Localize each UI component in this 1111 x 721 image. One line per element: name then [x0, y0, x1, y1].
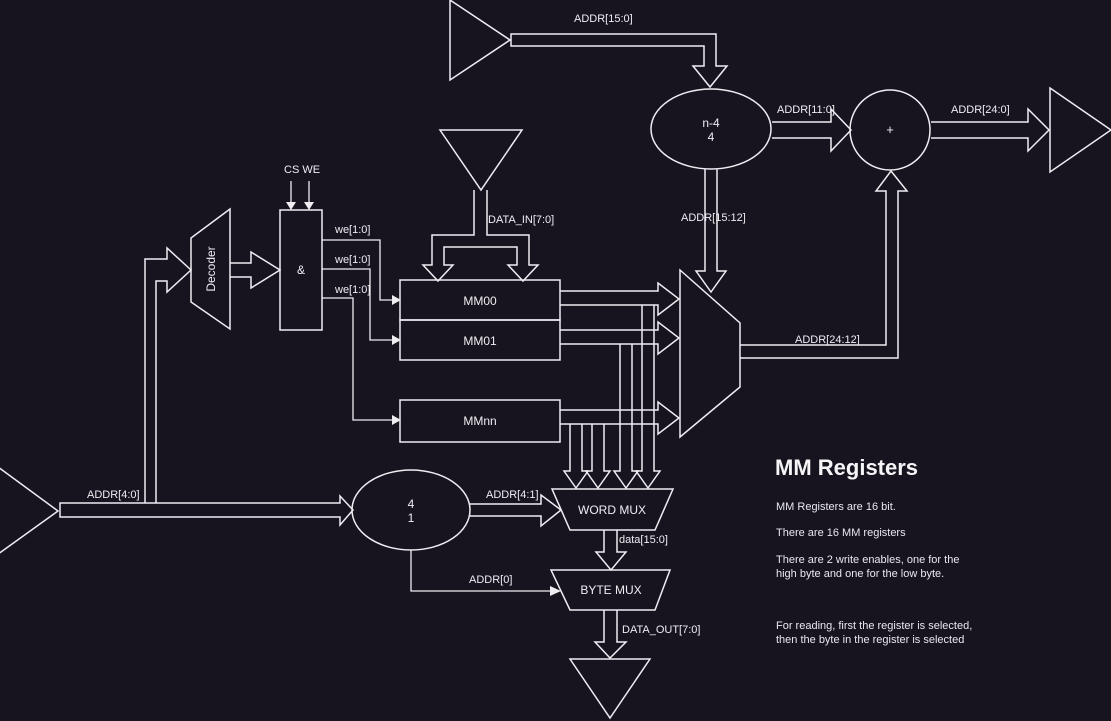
label-word-mux: WORD MUX	[578, 503, 646, 517]
bus-word-in-3	[614, 344, 638, 488]
notes-p3-line2: high byte and one for the low byte.	[776, 568, 945, 580]
notes-p1: MM Registers are 16 bit.	[776, 501, 896, 513]
buffer-triangle-data-out	[570, 659, 650, 718]
label-we-3: we[1:0]	[335, 284, 371, 296]
arrowhead-we	[304, 202, 314, 210]
label-n-minus-4-line1: n-4	[702, 116, 720, 130]
notes-p3	[776, 553, 959, 581]
node-address-mux	[680, 270, 740, 437]
label-byte-mux: BYTE MUX	[580, 583, 642, 597]
label-we-2: we[1:0]	[335, 254, 371, 266]
buffer-triangle-addr-input	[450, 0, 510, 80]
bus-addr-15-12	[696, 169, 726, 292]
label-data-out: DATA_OUT[7:0]	[622, 624, 701, 636]
notes-p2: There are 16 MM registers	[776, 527, 906, 539]
notes-p4-line1: For reading, first the register is selected,	[776, 620, 973, 632]
bus-data-in	[423, 190, 538, 281]
label-addr-24-0: ADDR[24:0]	[951, 104, 1010, 116]
notes-p4-line2: then the byte in the register is selected	[776, 634, 965, 646]
label-plus: +	[886, 122, 894, 137]
label-addr-11-0: ADDR[11:0]	[777, 104, 835, 116]
label-addr-15-0: ADDR[15:0]	[574, 13, 633, 25]
buffer-triangle-addr-4-0	[0, 464, 58, 557]
label-addr-24-12: ADDR[24:12]	[795, 334, 860, 346]
bus-decoder-out	[230, 252, 280, 288]
label-mm01: MM01	[463, 334, 497, 348]
label-data-in: DATA_IN[7:0]	[488, 214, 555, 226]
label-and-gate: &	[296, 263, 306, 277]
label-mm00: MM00	[463, 294, 497, 308]
notes-title: MM Registers	[775, 455, 919, 480]
label-we-1: we[1:0]	[335, 224, 371, 236]
label-selector-line1: 4	[407, 497, 415, 511]
label-mmnn: MMnn	[463, 414, 497, 428]
buffer-triangle-addr-output	[1050, 88, 1111, 172]
label-n-minus-4-line2: 4	[707, 130, 715, 144]
bus-word-in-2	[586, 424, 610, 488]
bus-addr-to-decoder	[145, 248, 191, 503]
bus-addr-24-12	[740, 171, 907, 358]
label-cs-we: CS WE	[284, 164, 321, 176]
label-addr-15-12: ADDR[15:12]	[681, 212, 746, 224]
label-addr-0: ADDR[0]	[469, 574, 513, 586]
label-decoder: Decoder	[204, 246, 218, 292]
wire-we-mmnn	[322, 298, 392, 420]
arrowhead-cs	[286, 202, 296, 210]
label-n-minus-4	[702, 116, 719, 144]
bus-addr-15-0	[511, 34, 727, 87]
bus-mm00-out	[560, 283, 679, 315]
wire-we-mm01	[322, 269, 392, 340]
notes-p3-line1: There are 2 write enables, one for the	[776, 554, 960, 566]
label-data-15-0: data[15:0]	[619, 534, 668, 546]
label-addr-4-0: ADDR[4:0]	[87, 489, 140, 501]
label-addr-4-1: ADDR[4:1]	[486, 489, 539, 501]
buffer-triangle-data-in	[440, 130, 522, 190]
notes-p4	[776, 619, 972, 647]
bus-word-in-4	[636, 305, 660, 488]
label-selector-4-1	[408, 497, 415, 525]
bus-word-in-1	[564, 424, 588, 488]
label-selector-line2: 1	[407, 511, 415, 525]
